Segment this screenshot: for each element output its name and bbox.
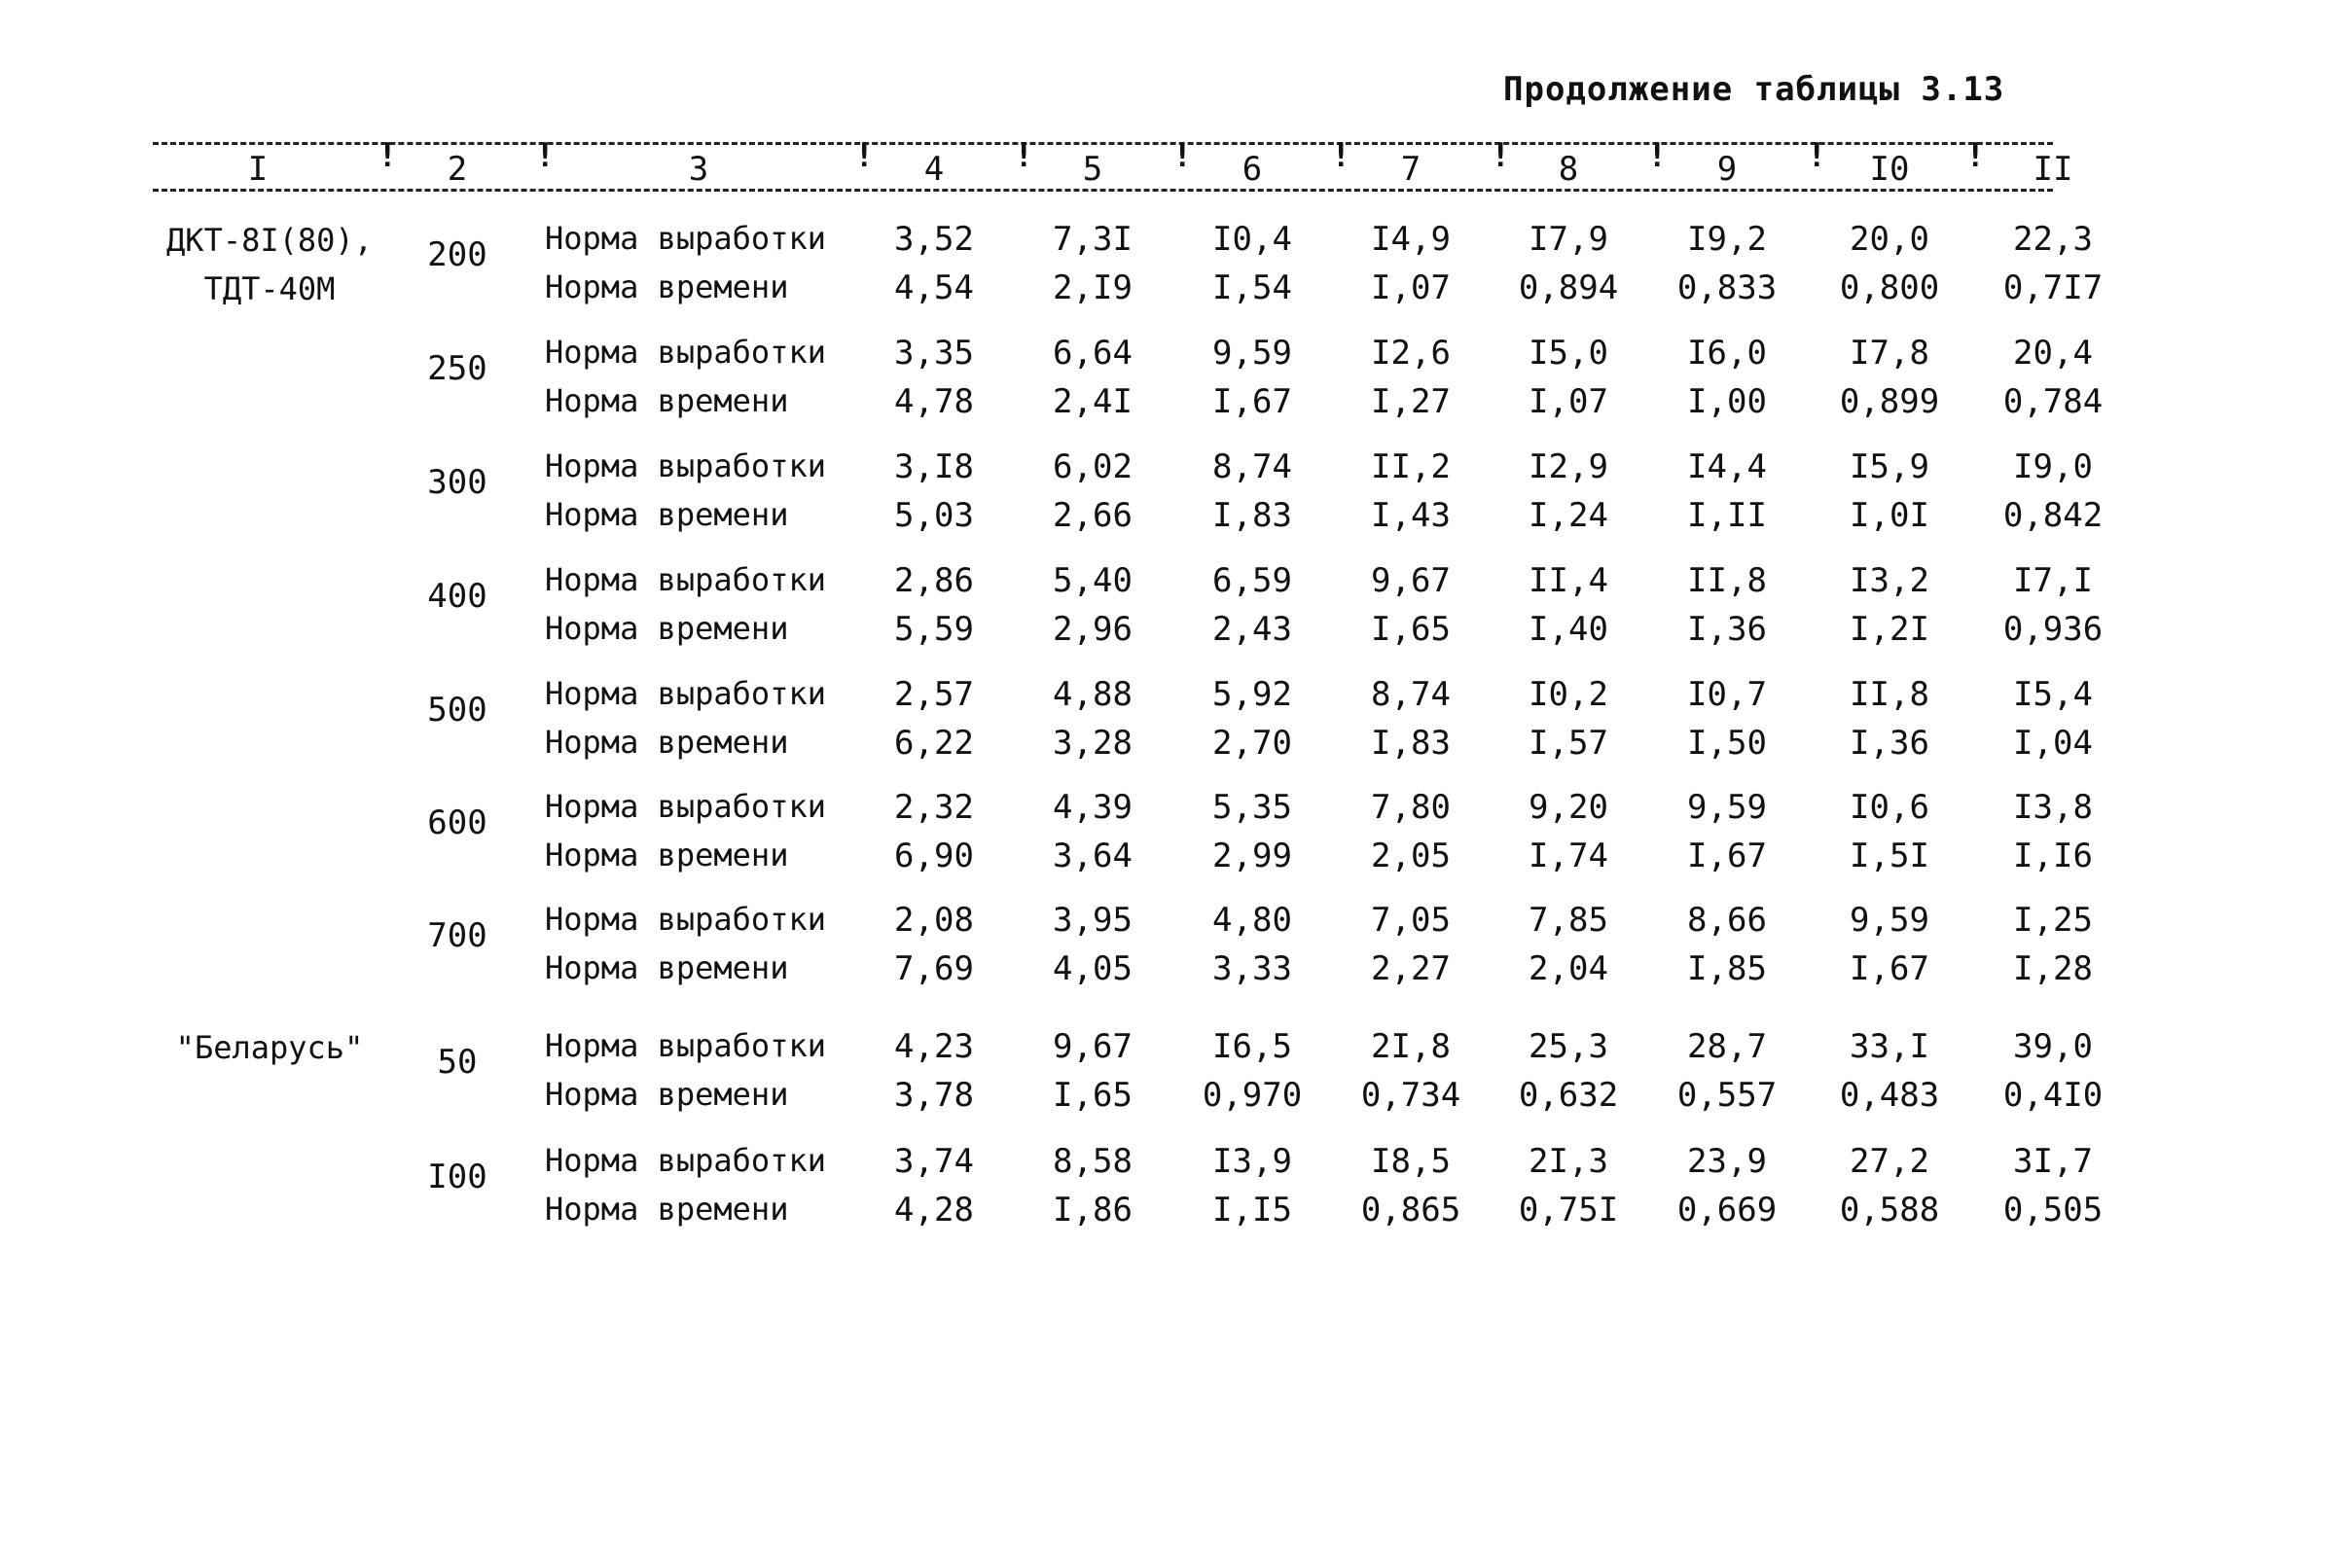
output-norm-cell: I0,2 [1529,675,1608,714]
column-header-1: I [247,150,269,189]
column-header-10: I0 [1869,150,1910,189]
output-norm-cell: 3,I8 [894,447,974,486]
time-norm-cell: I,2I [1850,610,1929,649]
table-caption: Продолжение таблицы 3.13 [1503,70,2005,109]
time-norm-cell: I,65 [1371,610,1451,649]
output-norm-label: Норма выработки [545,220,826,257]
tractor-name-line: "Беларусь" [175,1029,364,1066]
time-norm-cell: 0,970 [1202,1076,1303,1115]
time-norm-label: Норма времени [545,837,789,873]
output-norm-cell: 7,05 [1371,901,1451,940]
time-norm-cell: 6,90 [894,837,974,875]
time-norm-cell: 2,27 [1371,949,1451,988]
time-norm-cell: I,0I [1850,496,1929,535]
time-norm-cell: I,00 [1687,382,1767,421]
output-norm-cell: 22,3 [2013,220,2093,259]
output-norm-cell: I6,5 [1212,1027,1292,1066]
time-norm-cell: I,07 [1529,382,1608,421]
output-norm-cell: 3I,7 [2013,1142,2093,1181]
time-norm-cell: I,67 [1687,837,1767,875]
power-value: 50 [437,1043,478,1082]
time-norm-cell: I,83 [1212,496,1292,535]
time-norm-cell: I,74 [1529,837,1608,875]
time-norm-cell: I,07 [1371,268,1451,307]
output-norm-cell: I8,5 [1371,1142,1451,1181]
output-norm-cell: I7,I [2013,561,2093,600]
time-norm-label: Норма времени [545,382,789,419]
time-norm-cell: I,86 [1053,1191,1133,1229]
output-norm-cell: 4,23 [894,1027,974,1066]
power-value: 300 [427,463,487,502]
output-norm-cell: I3,9 [1212,1142,1292,1181]
output-norm-cell: I4,4 [1687,447,1767,486]
power-value: 250 [427,349,487,388]
time-norm-cell: I,I6 [2013,837,2093,875]
time-norm-cell: I,24 [1529,496,1608,535]
output-norm-label: Норма выработки [545,447,826,484]
output-norm-label: Норма выработки [545,334,826,371]
column-header-5: 5 [1082,150,1103,189]
time-norm-cell: I,83 [1371,724,1451,763]
time-norm-cell: I,27 [1371,382,1451,421]
time-norm-cell: I,36 [1850,724,1929,763]
output-norm-cell: I2,6 [1371,334,1451,373]
output-norm-cell: 4,39 [1053,788,1133,827]
time-norm-cell: 0,4I0 [2002,1076,2104,1115]
time-norm-cell: 0,784 [2002,382,2104,421]
time-norm-cell: 0,865 [1360,1191,1461,1229]
time-norm-cell: 5,59 [894,610,974,649]
column-separator: ! [1807,136,1827,175]
time-norm-cell: 6,22 [894,724,974,763]
output-norm-cell: 2,86 [894,561,974,600]
output-norm-cell: 4,88 [1053,675,1133,714]
output-norm-cell: 5,92 [1212,675,1292,714]
time-norm-cell: I,43 [1371,496,1451,535]
output-norm-cell: I5,0 [1529,334,1608,373]
column-header-2: 2 [447,150,468,189]
output-norm-cell: II,8 [1850,675,1929,714]
tractor-name [148,216,391,313]
output-norm-label: Норма выработки [545,675,826,712]
output-norm-cell: 39,0 [2013,1027,2093,1066]
output-norm-cell: I9,2 [1687,220,1767,259]
column-separator: ! [378,136,398,175]
output-norm-cell: 27,2 [1850,1142,1929,1181]
time-norm-cell: 0,833 [1676,268,1778,307]
output-norm-cell: 9,59 [1687,788,1767,827]
output-norm-cell: 7,3I [1053,220,1133,259]
time-norm-cell: 4,78 [894,382,974,421]
output-norm-cell: 9,20 [1529,788,1608,827]
output-norm-cell: I,25 [2013,901,2093,940]
time-norm-cell: I,67 [1850,949,1929,988]
output-norm-cell: 9,67 [1371,561,1451,600]
time-norm-cell: 0,632 [1518,1076,1619,1115]
time-norm-cell: 0,800 [1839,268,1940,307]
time-norm-cell: 2,I9 [1053,268,1133,307]
output-norm-cell: I6,0 [1687,334,1767,373]
column-separator: ! [1331,136,1351,175]
time-norm-cell: 0,936 [2002,610,2104,649]
column-header-6: 6 [1241,150,1263,189]
time-norm-cell: 0,557 [1676,1076,1778,1115]
column-separator: ! [1172,136,1193,175]
output-norm-cell: 8,58 [1053,1142,1133,1181]
output-norm-cell: II,4 [1529,561,1608,600]
time-norm-cell: I,28 [2013,949,2093,988]
column-header-3: 3 [688,150,709,189]
output-norm-cell: 9,59 [1212,334,1292,373]
output-norm-cell: I7,9 [1529,220,1608,259]
time-norm-cell: 3,33 [1212,949,1292,988]
output-norm-cell: 2I,3 [1529,1142,1608,1181]
output-norm-cell: 7,80 [1371,788,1451,827]
time-norm-label: Норма времени [545,949,789,986]
output-norm-label: Норма выработки [545,561,826,598]
output-norm-cell: 4,80 [1212,901,1292,940]
column-separator: ! [1647,136,1668,175]
time-norm-cell: 2,96 [1053,610,1133,649]
time-norm-label: Норма времени [545,1191,789,1228]
output-norm-cell: 33,I [1850,1027,1929,1066]
output-norm-cell: I5,4 [2013,675,2093,714]
time-norm-cell: 3,28 [1053,724,1133,763]
time-norm-cell: 0,7I7 [2002,268,2104,307]
time-norm-cell: 0,588 [1839,1191,1940,1229]
time-norm-cell: I,67 [1212,382,1292,421]
header-top-rule [153,142,2053,145]
time-norm-cell: 3,78 [894,1076,974,1115]
time-norm-label: Норма времени [545,268,789,305]
output-norm-cell: 2,32 [894,788,974,827]
output-norm-cell: I0,6 [1850,788,1929,827]
tractor-name-line: ТДТ-40М [203,270,336,307]
output-norm-cell: 8,66 [1687,901,1767,940]
power-value: 500 [427,691,487,730]
column-separator: ! [854,136,875,175]
time-norm-cell: 0,75I [1518,1191,1619,1229]
time-norm-cell: I,I5 [1212,1191,1292,1229]
time-norm-cell: 2,70 [1212,724,1292,763]
output-norm-cell: 3,74 [894,1142,974,1181]
time-norm-cell: 2,04 [1529,949,1608,988]
time-norm-cell: I,5I [1850,837,1929,875]
output-norm-cell: 3,52 [894,220,974,259]
output-norm-cell: 2,57 [894,675,974,714]
output-norm-cell: I3,8 [2013,788,2093,827]
output-norm-cell: 25,3 [1529,1027,1608,1066]
time-norm-cell: 0,899 [1839,382,1940,421]
output-norm-cell: I0,7 [1687,675,1767,714]
output-norm-cell: 9,67 [1053,1027,1133,1066]
output-norm-cell: I5,9 [1850,447,1929,486]
output-norm-cell: 5,40 [1053,561,1133,600]
column-separator: ! [535,136,556,175]
output-norm-cell: I2,9 [1529,447,1608,486]
output-norm-cell: II,2 [1371,447,1451,486]
time-norm-cell: 0,894 [1518,268,1619,307]
power-value: I00 [427,1158,487,1196]
time-norm-cell: 4,54 [894,268,974,307]
power-value: 200 [427,235,487,274]
time-norm-label: Норма времени [545,610,789,647]
output-norm-cell: 20,4 [2013,334,2093,373]
column-separator: ! [1965,136,1986,175]
power-value: 600 [427,803,487,842]
output-norm-label: Норма выработки [545,901,826,938]
output-norm-cell: 2,08 [894,901,974,940]
output-norm-label: Норма выработки [545,1027,826,1064]
power-value: 700 [427,916,487,955]
time-norm-cell: I,04 [2013,724,2093,763]
time-norm-cell: I,II [1687,496,1767,535]
column-header-7: 7 [1400,150,1421,189]
output-norm-cell: I0,4 [1212,220,1292,259]
output-norm-cell: I7,8 [1850,334,1929,373]
output-norm-cell: 6,64 [1053,334,1133,373]
output-norm-cell: I9,0 [2013,447,2093,486]
column-header-9: 9 [1716,150,1738,189]
output-norm-cell: 3,35 [894,334,974,373]
time-norm-cell: 4,28 [894,1191,974,1229]
output-norm-cell: 6,02 [1053,447,1133,486]
output-norm-cell: 3,95 [1053,901,1133,940]
time-norm-cell: 0,734 [1360,1076,1461,1115]
time-norm-label: Норма времени [545,496,789,533]
column-header-11: II [2033,150,2073,189]
output-norm-label: Норма выработки [545,1142,826,1179]
time-norm-cell: 0,669 [1676,1191,1778,1229]
column-header-8: 8 [1558,150,1579,189]
time-norm-cell: I,85 [1687,949,1767,988]
output-norm-cell: 20,0 [1850,220,1929,259]
tractor-name [148,1023,391,1072]
time-norm-cell: 2,43 [1212,610,1292,649]
time-norm-cell: 0,483 [1839,1076,1940,1115]
output-norm-cell: 28,7 [1687,1027,1767,1066]
time-norm-cell: 3,64 [1053,837,1133,875]
power-value: 400 [427,577,487,616]
time-norm-cell: I,40 [1529,610,1608,649]
time-norm-cell: 7,69 [894,949,974,988]
output-norm-cell: 8,74 [1371,675,1451,714]
output-norm-label: Норма выработки [545,788,826,825]
column-separator: ! [1491,136,1511,175]
output-norm-cell: 23,9 [1687,1142,1767,1181]
output-norm-cell: 6,59 [1212,561,1292,600]
time-norm-cell: I,57 [1529,724,1608,763]
output-norm-cell: I3,2 [1850,561,1929,600]
time-norm-cell: 4,05 [1053,949,1133,988]
output-norm-cell: II,8 [1687,561,1767,600]
time-norm-label: Норма времени [545,1076,789,1113]
time-norm-cell: I,54 [1212,268,1292,307]
time-norm-label: Норма времени [545,724,789,761]
time-norm-cell: I,36 [1687,610,1767,649]
time-norm-cell: 2,4I [1053,382,1133,421]
time-norm-cell: I,65 [1053,1076,1133,1115]
time-norm-cell: 0,505 [2002,1191,2104,1229]
time-norm-cell: 5,03 [894,496,974,535]
output-norm-cell: 9,59 [1850,901,1929,940]
time-norm-cell: 2,05 [1371,837,1451,875]
time-norm-cell: 0,842 [2002,496,2104,535]
column-header-4: 4 [923,150,945,189]
time-norm-cell: 2,66 [1053,496,1133,535]
output-norm-cell: 8,74 [1212,447,1292,486]
output-norm-cell: 5,35 [1212,788,1292,827]
time-norm-cell: 2,99 [1212,837,1292,875]
column-separator: ! [1014,136,1034,175]
output-norm-cell: 2I,8 [1371,1027,1451,1066]
tractor-name-line: ДКТ-8I(80), [166,222,373,259]
output-norm-cell: I4,9 [1371,220,1451,259]
time-norm-cell: I,50 [1687,724,1767,763]
output-norm-cell: 7,85 [1529,901,1608,940]
